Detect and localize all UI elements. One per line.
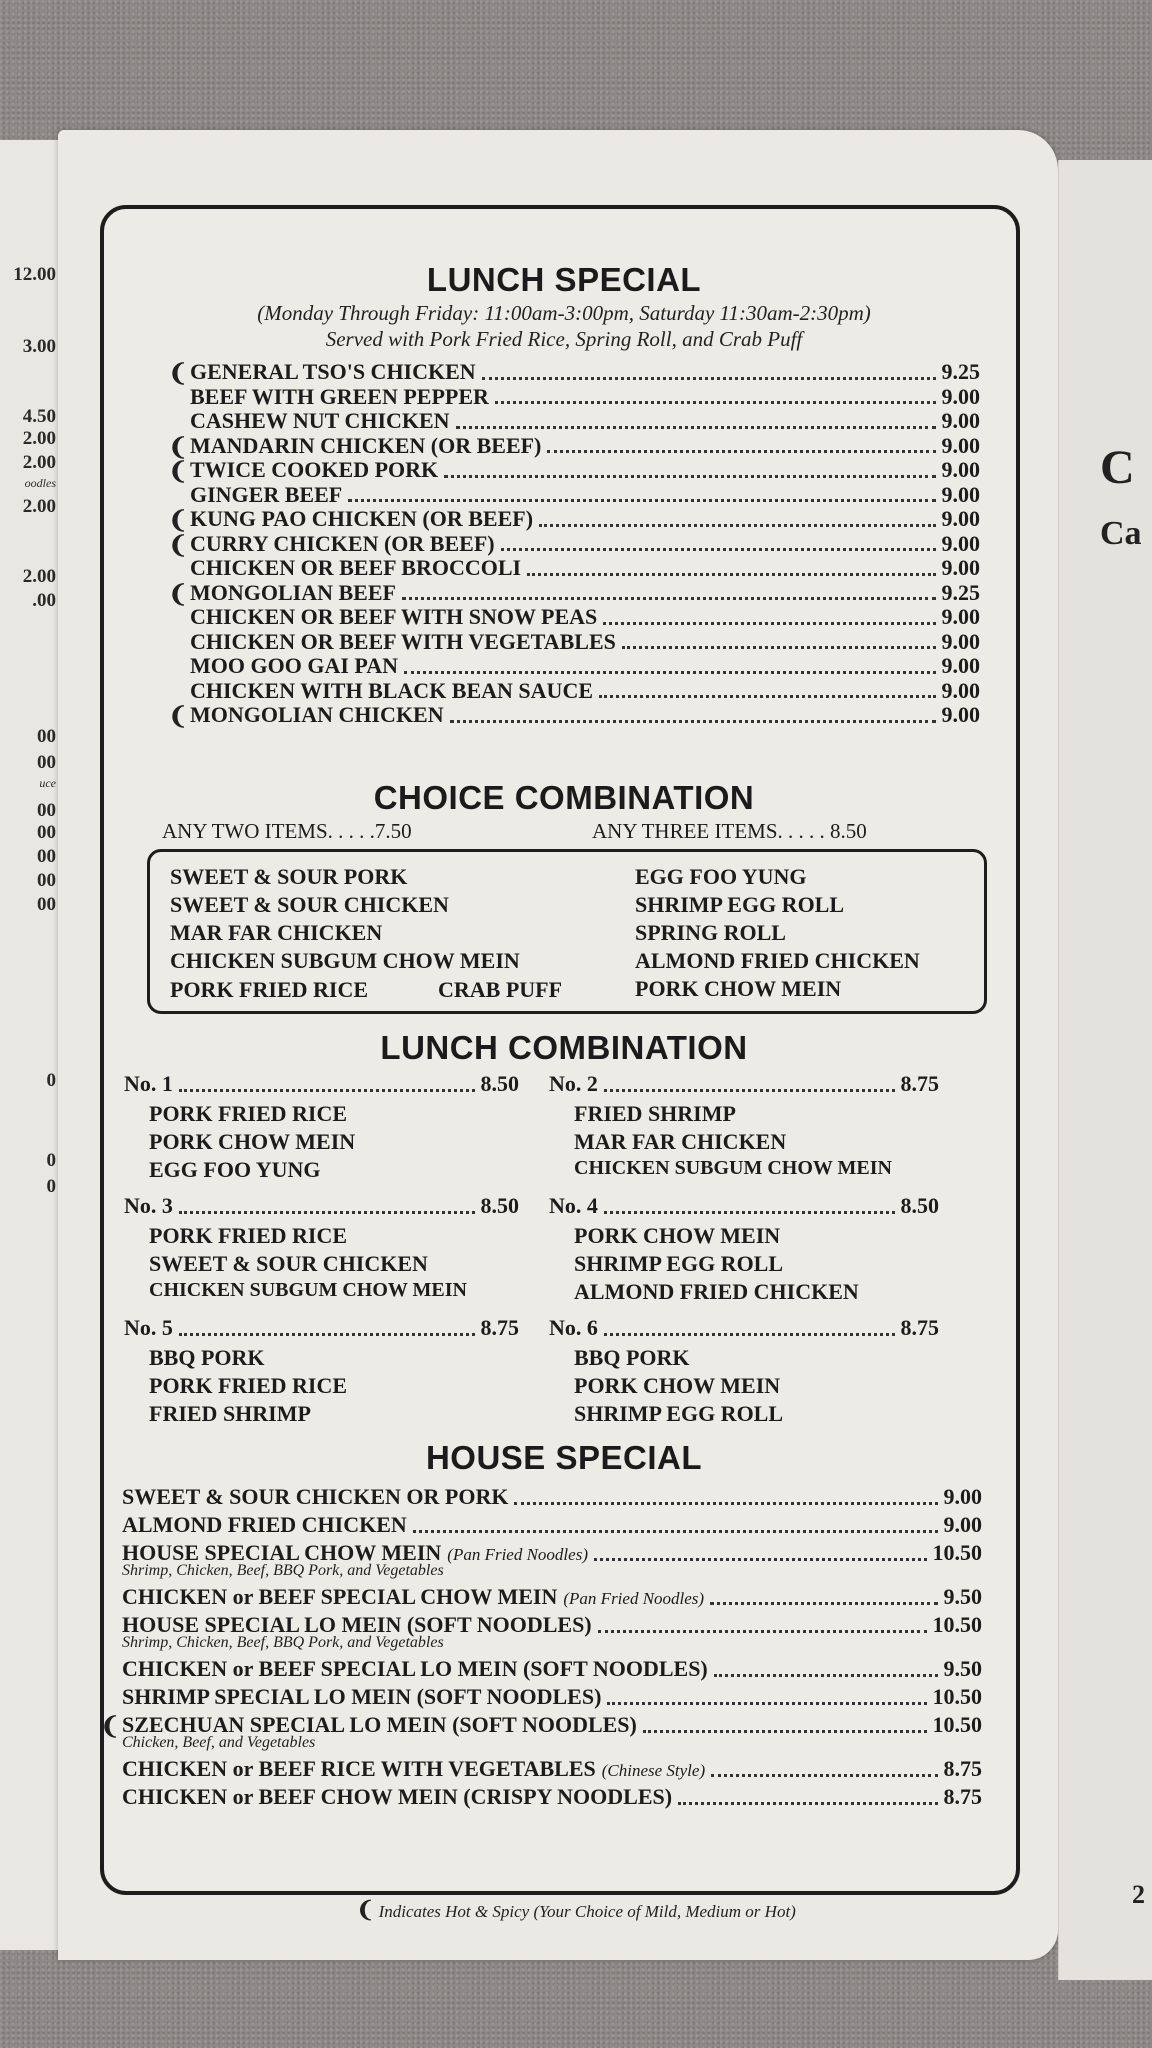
menu-item-price: 9.00 (941, 530, 980, 556)
combo-item: FRIED SHRIMP (574, 1101, 736, 1126)
lunch-special-title: LUNCH SPECIAL (426, 261, 702, 298)
menu-item-row (122, 1484, 982, 1510)
left-page-price: 2.00 (22, 428, 56, 449)
combo-header (549, 1193, 939, 1219)
combo-item: PORK FRIED RICE (149, 1223, 348, 1248)
combo-header (124, 1071, 519, 1097)
menu-item-name: CHICKEN OR BEEF WITH VEGETABLES (190, 628, 616, 654)
any-two-items: ANY TWO ITEMS. . . . .7.50 (162, 819, 412, 843)
leader-dots (539, 524, 935, 527)
combo-item: ALMOND FRIED CHICKEN (574, 1279, 859, 1304)
left-page-price: 00 (37, 870, 56, 891)
hot-pepper-icon: ❨ (168, 532, 189, 559)
leader-dots (604, 1333, 895, 1336)
leader-dots (607, 1702, 926, 1705)
left-page-price: 00 (37, 846, 56, 867)
combo-number: No. 6 (549, 1315, 598, 1340)
choice-items-box (147, 849, 987, 1014)
menu-item-price: 9.25 (941, 359, 980, 384)
leader-dots (604, 1089, 895, 1092)
menu-item-name: CASHEW NUT CHICKEN (190, 408, 450, 433)
combo-number: No. 1 (124, 1071, 173, 1096)
menu-item-row (190, 408, 980, 434)
combo-item: MAR FAR CHICKEN (574, 1129, 787, 1154)
menu-item-name: SZECHUAN SPECIAL LO MEIN (SOFT NOODLES) (122, 1712, 637, 1737)
any-three-items: ANY THREE ITEMS. . . . . 8.50 (592, 819, 867, 843)
hot-spicy-legend (0, 1897, 1152, 1923)
leader-dots (622, 646, 936, 649)
combo-item: CHICKEN SUBGUM CHOW MEIN (149, 1279, 467, 1301)
choice-item: PORK FRIED RICE (170, 977, 369, 1002)
house-special-title: HOUSE SPECIAL (425, 1439, 703, 1476)
choice-item: EGG FOO YUNG (635, 864, 807, 889)
left-page-price: 00 (37, 726, 56, 747)
leader-dots (482, 377, 936, 380)
leader-dots (402, 597, 936, 600)
menu-item-name: HOUSE SPECIAL LO MEIN (SOFT NOODLES) (122, 1612, 592, 1637)
choice-item: MAR FAR CHICKEN (170, 920, 383, 945)
menu-item-row (122, 1656, 982, 1682)
menu-item-row (190, 384, 980, 410)
menu-item-price: 10.50 (932, 1712, 982, 1737)
left-page-price: 2.00 (22, 452, 56, 473)
menu-item-price: 9.00 (941, 481, 980, 507)
menu-item-name: BEEF WITH GREEN PEPPER (190, 383, 489, 409)
menu-item-name: CHICKEN or BEEF SPECIAL CHOW MEIN (122, 1584, 558, 1609)
menu-item-price: 9.00 (943, 1484, 982, 1509)
menu-item-name: SWEET & SOUR CHICKEN OR PORK (122, 1484, 509, 1509)
choice-item: CHICKEN SUBGUM CHOW MEIN (170, 948, 520, 973)
combo-number: No. 3 (124, 1193, 173, 1218)
hot-pepper-icon: ❨ (168, 581, 189, 608)
combo-number: No. 5 (124, 1315, 173, 1340)
leader-dots (603, 622, 935, 625)
menu-item-name: GENERAL TSO'S CHICKEN (190, 359, 476, 384)
menu-item-price: 9.00 (943, 1512, 982, 1537)
menu-item-price: 9.00 (941, 432, 980, 458)
menu-item-name: CHICKEN OR BEEF BROCCOLI (190, 555, 522, 580)
left-page-price: 0 (46, 1070, 56, 1091)
choice-item: PORK CHOW MEIN (635, 976, 842, 1001)
leader-dots (594, 1558, 927, 1561)
leader-dots (450, 720, 936, 723)
leader-dots (179, 1333, 475, 1336)
menu-item-row (168, 702, 980, 730)
combo-item: FRIED SHRIMP (149, 1401, 311, 1426)
menu-item-row (168, 359, 980, 387)
leader-dots (456, 426, 936, 429)
left-page-price: uce (39, 776, 56, 790)
hot-pepper-icon: ❨ (168, 361, 189, 387)
right-page-edge (1058, 160, 1152, 1980)
menu-item-name: CHICKEN or BEEF CHOW MEIN (CRISPY NOODLES) (122, 1784, 673, 1809)
hot-pepper-icon: ❨ (168, 704, 189, 730)
combo-item: PORK CHOW MEIN (149, 1129, 356, 1154)
leader-dots (678, 1802, 937, 1805)
left-page-price: 2.00 (22, 566, 56, 587)
leader-dots (714, 1674, 938, 1677)
menu-item-price: 9.00 (941, 506, 980, 531)
menu-item-name: HOUSE SPECIAL CHOW MEIN (122, 1540, 442, 1565)
combo-item: CHICKEN SUBGUM CHOW MEIN (574, 1157, 892, 1179)
combo-item: PORK FRIED RICE (149, 1373, 348, 1398)
choice-item: ALMOND FRIED CHICKEN (635, 948, 920, 973)
menu-item-row (168, 506, 980, 534)
menu-item-row (122, 1512, 982, 1538)
menu-item-price: 8.75 (943, 1756, 982, 1781)
menu-item-name: MONGOLIAN CHICKEN (190, 702, 444, 727)
leader-dots (179, 1211, 475, 1214)
combo-number: No. 2 (549, 1071, 598, 1096)
menu-item-row (190, 629, 980, 655)
menu-item-row (122, 1756, 982, 1782)
menu-item-row (122, 1784, 982, 1810)
leader-dots (598, 1630, 927, 1633)
leader-dots (404, 671, 936, 674)
combo-price: 8.50 (480, 1193, 519, 1218)
right-page-fragment: Ca (1100, 515, 1142, 552)
combo-item: PORK CHOW MEIN (574, 1223, 781, 1248)
menu-item-name: ALMOND FRIED CHICKEN (122, 1512, 407, 1537)
menu-item-price: 10.50 (932, 1612, 982, 1637)
leader-dots (501, 548, 936, 551)
menu-item-description: Shrimp, Chicken, Beef, BBQ Pork, and Vegetables (122, 1562, 444, 1579)
menu-item-row (190, 482, 980, 508)
leader-dots (495, 401, 936, 404)
menu-item-row (168, 432, 980, 461)
choice-item: SWEET & SOUR PORK (170, 864, 408, 889)
hot-pepper-icon: ❨ (168, 459, 189, 485)
hot-pepper-icon: ❨ (100, 1714, 121, 1740)
menu-item-name: CHICKEN OR BEEF WITH SNOW PEAS (190, 604, 598, 629)
left-page-price: 0 (46, 1150, 56, 1171)
menu-item-row (168, 530, 980, 559)
legend-text: Indicates Hot & Spicy (Your Choice of Mild, Medium or Hot) (378, 1902, 796, 1921)
menu-item-price: 9.25 (941, 579, 980, 605)
leader-dots (179, 1089, 475, 1092)
menu-item-price: 9.50 (943, 1584, 982, 1609)
combo-price: 8.50 (480, 1071, 519, 1096)
left-page-price: .00 (32, 590, 56, 611)
menu-item-name: MANDARIN CHICKEN (OR BEEF) (190, 432, 542, 458)
leader-dots (710, 1602, 937, 1605)
choice-item: SPRING ROLL (635, 920, 786, 945)
combo-item: EGG FOO YUNG (149, 1157, 321, 1182)
leader-dots (711, 1774, 937, 1777)
combo-price: 8.75 (900, 1315, 939, 1340)
menu-item-row (190, 604, 980, 630)
combo-header (124, 1193, 519, 1219)
leader-dots (599, 695, 935, 698)
combo-price: 8.75 (480, 1315, 519, 1340)
menu-item-price: 9.00 (941, 457, 980, 482)
menu-frame (100, 205, 1020, 1895)
combo-item: PORK FRIED RICE (149, 1101, 348, 1126)
menu-item-price: 9.00 (941, 628, 980, 654)
menu-item-price: 9.00 (941, 653, 980, 678)
menu-item-row (190, 678, 980, 704)
menu-item-note: (Chinese Style) (601, 1761, 706, 1780)
menu-item-name: KUNG PAO CHICKEN (OR BEEF) (190, 506, 534, 531)
leader-dots (348, 499, 935, 502)
menu-item-price: 9.00 (941, 604, 980, 629)
menu-item-price: 9.00 (941, 677, 980, 703)
choice-item: CRAB PUFF (438, 977, 563, 1002)
menu-item-price: 9.00 (941, 555, 980, 580)
left-page-price: oodles (24, 476, 56, 490)
combo-price: 8.50 (900, 1193, 939, 1218)
menu-item-name: CHICKEN or BEEF SPECIAL LO MEIN (SOFT NOODLES) (122, 1656, 708, 1681)
lunch-special-hours: (Monday Through Friday: 11:00am-3:00pm, Saturday 11:30am-2:30pm) (257, 301, 871, 325)
left-page-price: 00 (37, 894, 56, 915)
left-page-price: 4.50 (22, 406, 56, 427)
right-page-letter: C (1100, 441, 1135, 494)
left-page-price: 0 (46, 1176, 56, 1197)
leader-dots (643, 1730, 927, 1733)
menu-item-price: 10.50 (932, 1540, 982, 1565)
menu-item-price: 10.50 (932, 1684, 982, 1709)
menu-item-name: MOO GOO GAI PAN (190, 653, 398, 678)
menu-item-price: 8.75 (943, 1784, 982, 1809)
menu-item-price: 9.00 (941, 408, 980, 433)
combo-header (549, 1071, 939, 1097)
left-page-price: 12.00 (13, 264, 56, 285)
left-page-price: 00 (37, 822, 56, 843)
menu-item-row (168, 579, 980, 608)
left-page-price: 2.00 (22, 496, 56, 517)
menu-item-row (168, 457, 980, 485)
menu-item-name: SHRIMP SPECIAL LO MEIN (SOFT NOODLES) (122, 1684, 602, 1709)
lunch-special-served-with: Served with Pork Fried Rice, Spring Roll, and Crab Puff (325, 327, 803, 351)
left-page-price: 00 (37, 800, 56, 821)
choice-item: SHRIMP EGG ROLL (635, 892, 845, 917)
menu-item-note: (Pan Fried Noodles) (447, 1545, 588, 1564)
hot-pepper-icon: ❨ (168, 508, 189, 534)
combo-item: BBQ PORK (149, 1345, 265, 1370)
menu-item-name: TWICE COOKED PORK (190, 457, 439, 482)
combo-header (124, 1315, 519, 1341)
menu-item-row (190, 653, 980, 679)
menu-item-description: Chicken, Beef, and Vegetables (122, 1734, 316, 1751)
menu-item-row (190, 555, 980, 581)
combo-item: PORK CHOW MEIN (574, 1373, 781, 1398)
leader-dots (547, 450, 935, 453)
menu-item-note: (Pan Fried Noodles) (563, 1589, 705, 1608)
right-page-number: 2 (1132, 1880, 1145, 1909)
menu-item-price: 9.50 (943, 1656, 982, 1681)
choice-item: SWEET & SOUR CHICKEN (170, 892, 449, 917)
leader-dots (527, 573, 935, 576)
combo-item: SHRIMP EGG ROLL (574, 1401, 784, 1426)
menu-item-description: Shrimp, Chicken, Beef, BBQ Pork, and Vegetables (122, 1634, 444, 1651)
menu-item-name: GINGER BEEF (190, 481, 343, 507)
leader-dots (514, 1502, 937, 1505)
menu-item-name: CHICKEN or BEEF RICE WITH VEGETABLES (122, 1756, 596, 1781)
menu-item-row (122, 1684, 982, 1710)
menu-item-row (122, 1584, 982, 1610)
hot-pepper-icon: ❨ (356, 1897, 375, 1922)
lunch-combination-title: LUNCH COMBINATION (380, 1029, 748, 1066)
menu-item-name: MONGOLIAN BEEF (190, 579, 396, 605)
menu-item-price: 9.00 (941, 702, 980, 727)
leader-dots (413, 1530, 938, 1533)
left-page-price: 00 (37, 752, 56, 773)
combo-item: BBQ PORK (574, 1345, 690, 1370)
menu-item-name: CURRY CHICKEN (OR BEEF) (190, 530, 495, 556)
combo-header (549, 1315, 939, 1341)
combo-price: 8.75 (900, 1071, 939, 1096)
combo-item: SHRIMP EGG ROLL (574, 1251, 784, 1276)
menu-item-price: 9.00 (941, 383, 980, 409)
hot-pepper-icon: ❨ (168, 434, 189, 461)
leader-dots (444, 475, 935, 478)
leader-dots (604, 1211, 895, 1214)
choice-combination-title: CHOICE COMBINATION (373, 779, 755, 816)
left-page-price: 3.00 (22, 336, 56, 357)
combo-number: No. 4 (549, 1193, 598, 1218)
menu-item-name: CHICKEN WITH BLACK BEAN SAUCE (190, 677, 594, 703)
combo-item: SWEET & SOUR CHICKEN (149, 1251, 428, 1276)
